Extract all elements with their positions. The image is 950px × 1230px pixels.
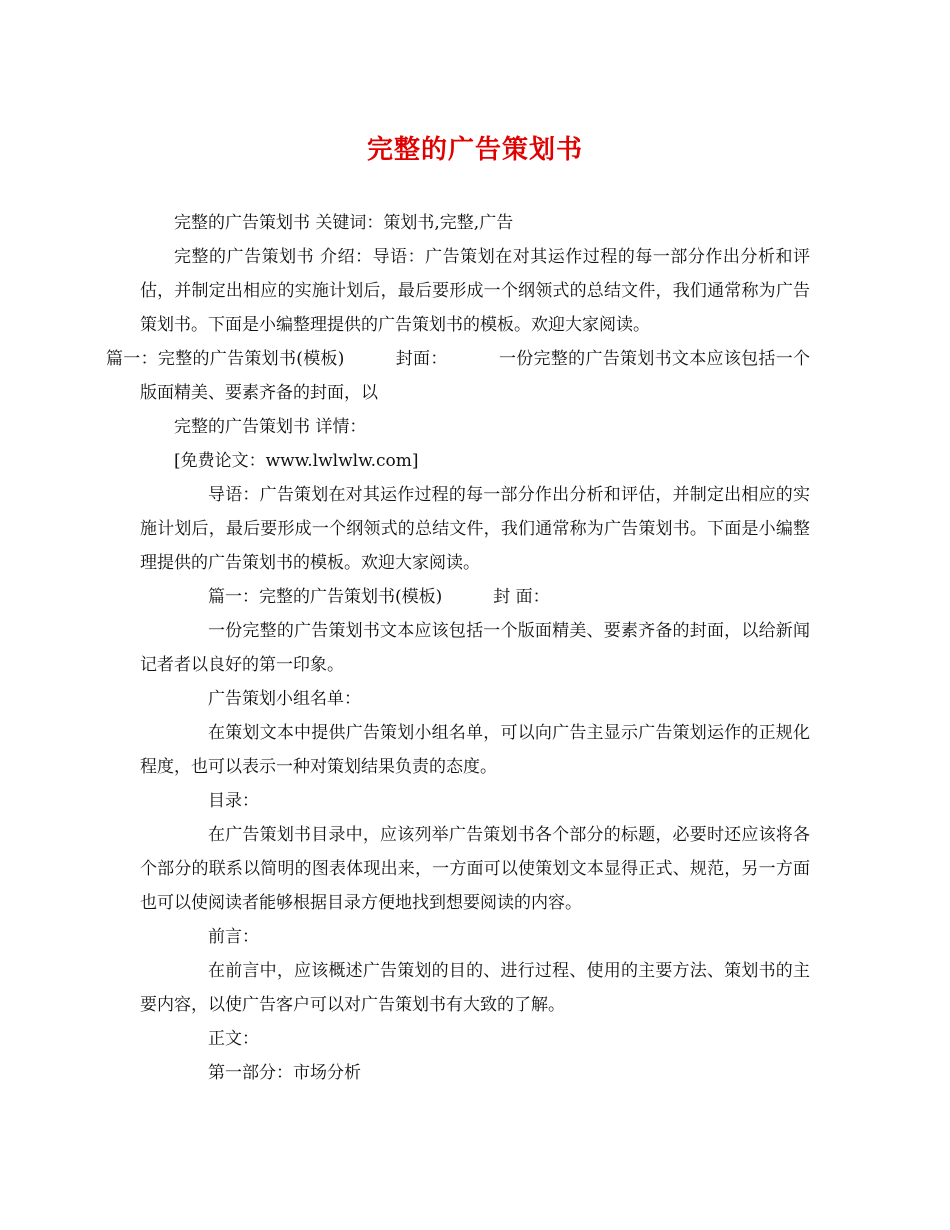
cover-paragraph: 一份完整的广告策划书文本应该包括一个版面精美、要素齐备的封面，以给新闻记者者以良好的第一印象。 — [140, 621, 810, 675]
intro-cover-label: 封面： — [395, 349, 448, 369]
intro-text: 完整的广告策划书 介绍：导语：广告策划在对其运作过程的每一部分作出分析和评估，并制定出相应的实施计划后，最后要形成一个纲领式的总结文件，我们通常称为广告策划书。下面是小编整理提供的广告策划书的模板。欢迎大家阅读。 — [140, 247, 810, 335]
preface-paragraph: 在前言中，应该概述广告策划的目的、进行过程、使用的主要方法、策划书的主要内容，以使广告客户可以对广告策划书有大致的了解。 — [140, 961, 810, 1015]
toc-paragraph: 在广告策划书目录中，应该列举广告策划书各个部分的标题，必要时还应该将各个部分的联系以简明的图表体现出来，一方面可以使策划文本显得正式、规范，另一方面也可以使阅读者能够根据目录方便地找到想要阅读的内容。 — [140, 825, 810, 913]
team-paragraph: 在策划文本中提供广告策划小组名单，可以向广告主显示广告策划运作的正规化程度，也可以表示一种对策划结果负责的态度。 — [140, 723, 810, 777]
cover-label: 封 面： — [493, 587, 550, 607]
keywords-paragraph: 完整的广告策划书 关键词：策划书,完整,广告 — [174, 213, 514, 233]
chapter-heading — [140, 580, 810, 614]
toc-heading: 目录： — [208, 791, 259, 811]
main-text-heading: 正文： — [208, 1029, 259, 1049]
intro-cover-text: 一份完整的广告策划书文本应该包括一个版面精美、要素齐备的封面，以 — [140, 349, 811, 403]
preface-heading: 前言： — [208, 927, 259, 947]
document-body — [106, 206, 811, 1090]
intro-paragraph — [106, 240, 811, 410]
details-heading: 完整的广告策划书 详情： — [174, 417, 367, 437]
team-heading: 广告策划小组名单： — [208, 689, 361, 709]
document-title: 完整的广告策划书 — [366, 135, 583, 165]
intro-chapter-heading: 篇一：完整的广告策划书(模板) — [106, 349, 345, 369]
source-link[interactable]: [免费论文：www.lwlwlw.com] — [174, 451, 419, 471]
chapter-title: 篇一：完整的广告策划书(模板) — [208, 587, 443, 607]
part-one-heading: 第一部分：市场分析 — [208, 1063, 361, 1083]
guide-paragraph: 导语：广告策划在对其运作过程的每一部分作出分析和评估，并制定出相应的实施计划后，最后要形成一个纲领式的总结文件，我们通常称为广告策划书。下面是小编整理提供的广告策划书的模板。欢迎大家阅读。 — [140, 485, 810, 573]
